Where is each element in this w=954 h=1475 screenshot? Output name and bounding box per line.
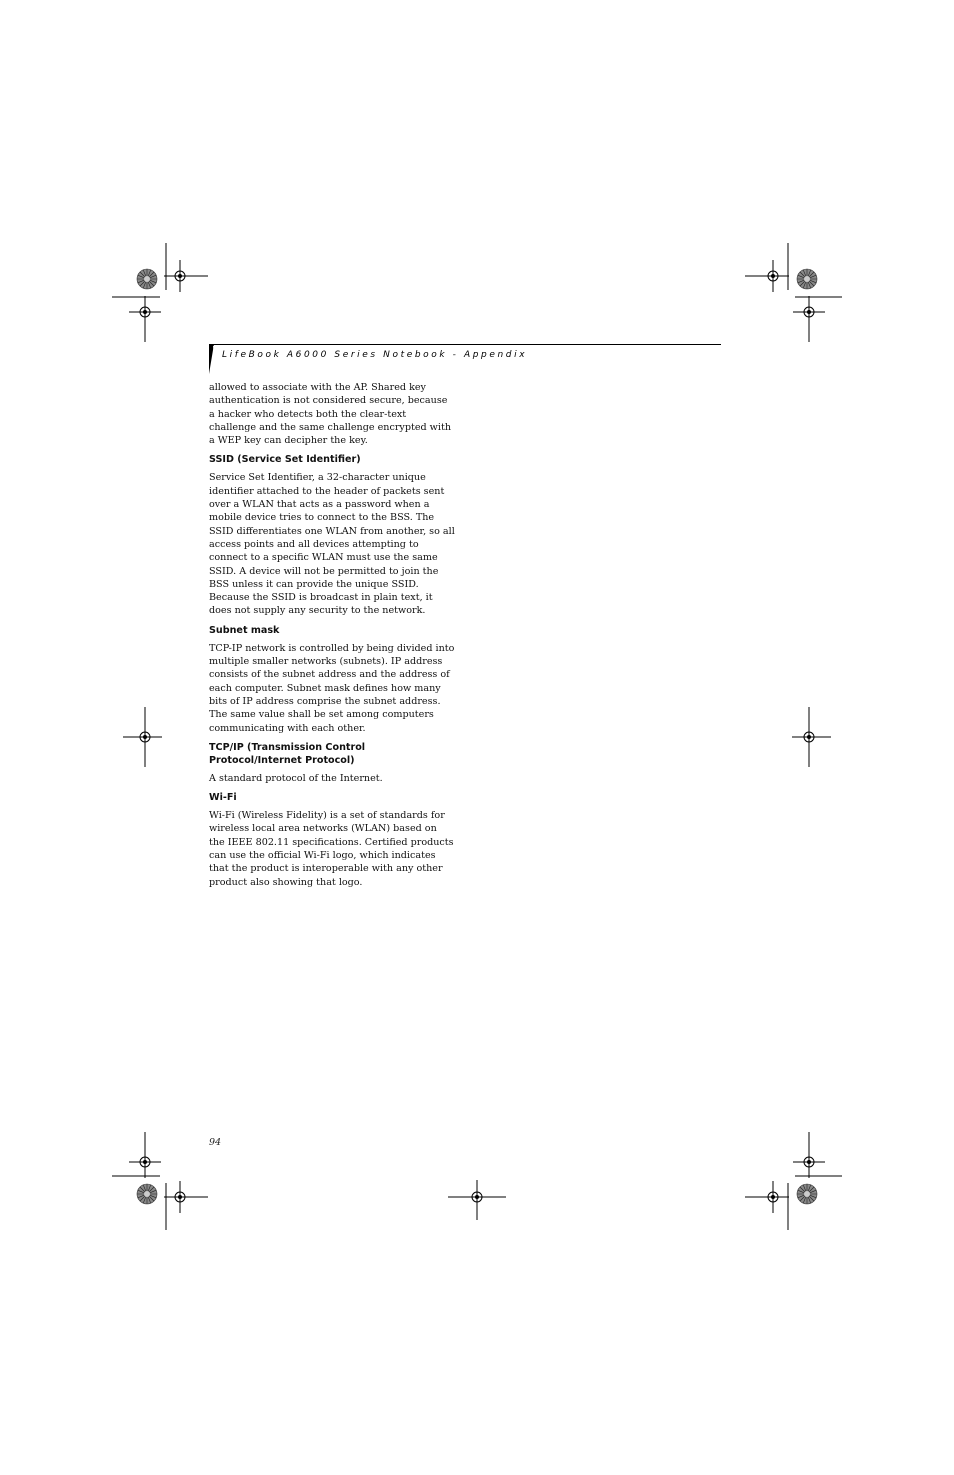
header-rule [209, 344, 721, 345]
running-head: LifeBook A6000 Series Notebook - Appendix [222, 350, 528, 360]
section-heading-ssid: SSID (Service Set Identifier) [209, 454, 361, 466]
section-body-tcp-ip: A standard protocol of the Internet. [209, 772, 383, 784]
page-number: 94 [209, 1137, 222, 1148]
section-heading-wi-fi: Wi-Fi [209, 792, 237, 804]
section-body-wi-fi: Wi-Fi (Wireless Fidelity) is a set of standards for wireless local area networks (WLAN) based on the IEEE 802.11 specifications. Certified products can use the official Wi-Fi logo, which indicates that the product is interoperable with any other product also showing that logo. [209, 810, 454, 888]
section-heading-tcp-ip: TCP/IP (Transmission Control Protocol/Internet Protocol) [209, 741, 366, 766]
section-body-ssid: Service Set Identifier, a 32-character unique identifier attached to the header of packets sent over a WLAN that acts as a password when a mobile device tries to connect to the BSS. The SSID differentiates one WLAN from another, so all access points and all devices attempting to connect to a specific WLAN must use the same SSID. A device will not be permitted to join the BSS unless it can provide the unique SSID. Because the SSID is broadcast in plain text, it does not supply any security to the network. [209, 472, 455, 617]
section-heading-subnet-mask: Subnet mask [209, 624, 280, 636]
section-body-subnet-mask: TCP-IP network is controlled by being divided into multiple smaller networks (subnets). IP address consists of the subnet address and the address of each computer. Subnet mask defines how many bits of IP address comprise the subnet address. The same value shall be set among computers communicating with each other. [209, 642, 455, 734]
intro-paragraph: allowed to associate with the AP. Shared key authentication is not considered secure, because a hacker who detects both the clear-text challenge and the same challenge encrypted with a WEP key can decipher the key. [209, 382, 451, 447]
text-column [209, 381, 455, 895]
